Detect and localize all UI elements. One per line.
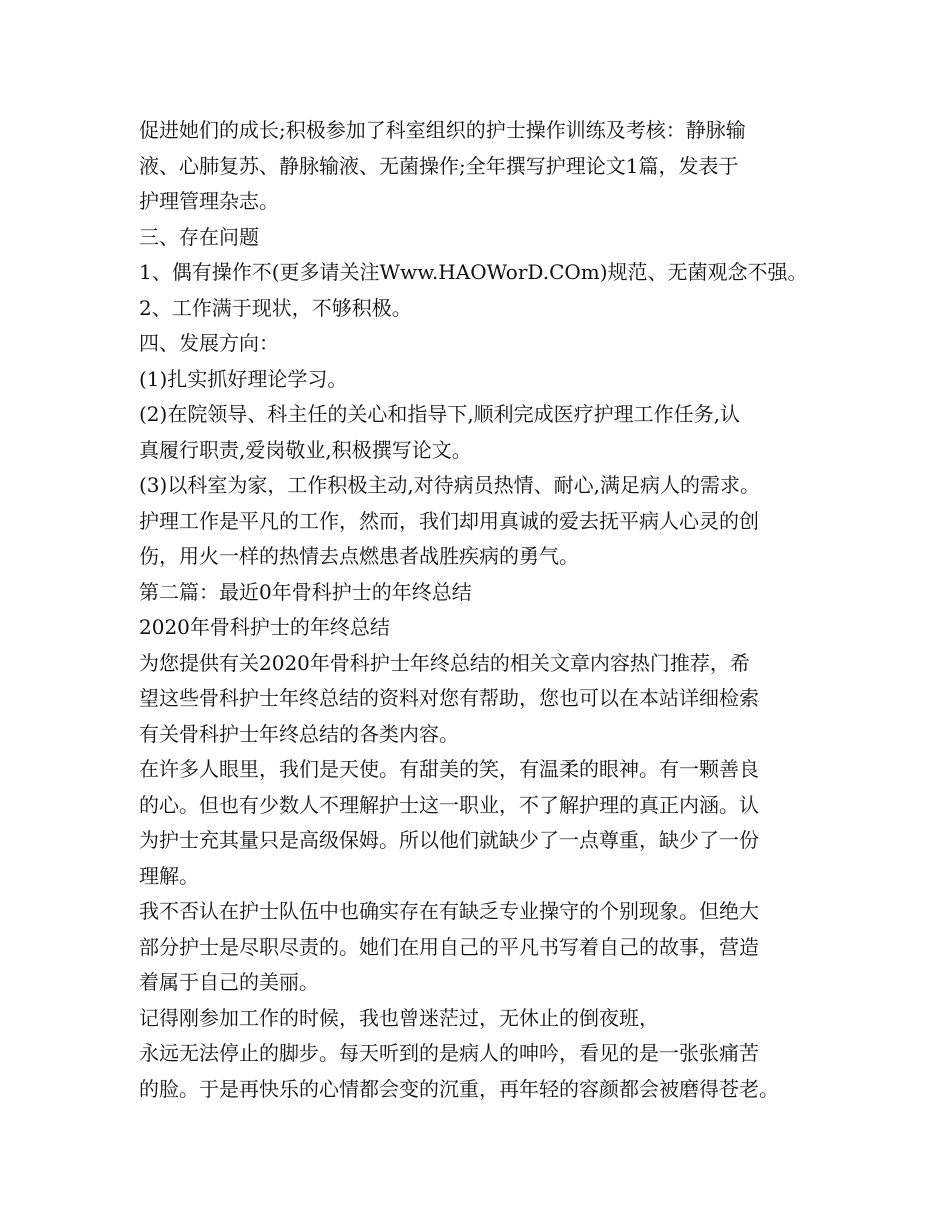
text-line: 促进她们的成长;积极参加了科室组织的护士操作训练及考核：静脉输	[139, 118, 746, 142]
text-line: 记得刚参加工作的时候，我也曾迷茫过，无休止的倒夜班，	[139, 1005, 659, 1030]
section-heading: 四、发展方向：	[139, 331, 279, 355]
text-line: 2、工作满于现状，不够积极。	[139, 295, 412, 320]
text-line: 在许多人眼里，我们是天使。有甜美的笑，有温柔的眼神。有一颗善良	[139, 757, 759, 781]
text-line: 伤，用火一样的热情去点燃患者战胜疾病的勇气。	[139, 544, 579, 568]
text-line: 部分护士是尽职尽责的。她们在用自己的平凡书写着自己的故事，营造	[139, 934, 759, 959]
text-line: 为您提供有关2020年骨科护士年终总结的相关文章内容热门推荐，希	[139, 650, 750, 675]
text-line: 真履行职责,爱岗敬业,积极撰写论文。	[139, 437, 472, 462]
text-line: 理解。	[139, 863, 199, 888]
text-line: 的心。但也有少数人不理解护士这一职业，不了解护理的真正内涵。认	[139, 792, 759, 817]
text-line: 为护士充其量只是高级保姆。所以他们就缺少了一点尊重，缺少了一份	[139, 828, 759, 852]
text-line: 护理管理杂志。	[139, 189, 279, 213]
text-line: (1)扎实抓好理论学习。	[139, 366, 348, 391]
text-line: 1、偶有操作不(更多请关注Www.HAOWorD.COm)规范、无菌观念不强。	[139, 260, 808, 284]
text-line: 液、心肺复苏、静脉输液、无菌操作;全年撰写护理论文1篇，发表于	[139, 153, 739, 178]
text-line: 着属于自己的美丽。	[139, 970, 319, 994]
text-line: (3)以科室为家，工作积极主动,对待病员热情、耐心,满足病人的需求。	[139, 473, 761, 497]
section-heading: 第二篇：最近0年骨科护士的年终总结	[139, 579, 472, 604]
text-line: 永远无法停止的脚步。每天听到的是病人的呻吟，看见的是一张张痛苦	[139, 1041, 759, 1065]
document-title: 2020年骨科护士的年终总结	[139, 615, 390, 639]
text-line: 有关骨科护士年终总结的各类内容。	[139, 721, 459, 746]
document-body	[139, 113, 829, 1107]
text-line: (2)在院领导、科主任的关心和指导下,顺利完成医疗护理工作任务,认	[139, 402, 741, 426]
text-line: 望这些骨科护士年终总结的资料对您有帮助，您也可以在本站详细检索	[139, 686, 759, 710]
text-line: 的脸。于是再快乐的心情都会变的沉重，再年轻的容颜都会被磨得苍老。	[139, 1076, 779, 1101]
text-line: 护理工作是平凡的工作，然而，我们却用真诚的爱去抚平病人心灵的创	[139, 508, 759, 533]
section-heading: 三、存在问题	[139, 224, 259, 249]
text-line: 我不否认在护士队伍中也确实存在有缺乏专业操守的个别现象。但绝大	[139, 899, 759, 923]
